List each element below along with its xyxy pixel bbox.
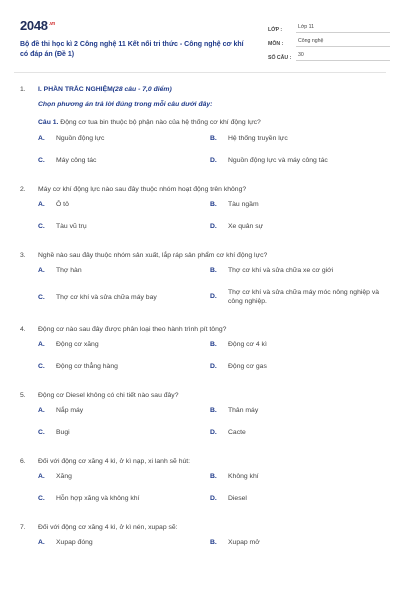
option-letter: A. — [38, 135, 45, 142]
question-2 — [14, 182, 386, 240]
option-text: Diesel — [228, 495, 247, 502]
meta-count-key: SỐ CÂU : — [268, 55, 292, 61]
option[interactable] — [210, 284, 382, 314]
question-4-text: Động cơ nào sau đây được phân loại theo hành trình pít tông? — [38, 325, 227, 333]
document-title: Bộ đề thi học kì 2 Công nghệ 11 Kết nối tri thức - Công nghệ cơ khí có đáp án (Đề 1) — [20, 41, 244, 58]
document-header — [14, 14, 386, 66]
option-text: Xupap mở — [228, 539, 260, 546]
option[interactable] — [210, 336, 382, 358]
option-text: Nguồn động lực — [56, 135, 105, 142]
question-6-options — [38, 468, 386, 512]
option-letter: B. — [210, 135, 217, 142]
option-letter: B. — [210, 407, 217, 414]
question-3-row — [14, 248, 386, 262]
option[interactable] — [38, 468, 210, 490]
question-number: 6. — [20, 457, 26, 465]
question-1-text: Động cơ tua bin thuộc bộ phận nào của hệ thống cơ khí động lực? — [60, 119, 261, 126]
option-letter: C. — [38, 495, 45, 502]
option[interactable] — [210, 490, 382, 512]
option-letter: D. — [210, 293, 217, 300]
option-letter: B. — [210, 341, 217, 348]
option-text: Tàu vũ trụ — [56, 223, 87, 230]
option-text: Động cơ thẳng hàng — [56, 363, 118, 370]
option-letter: C. — [38, 223, 45, 230]
option-text: Động cơ gas — [228, 363, 267, 370]
option[interactable] — [38, 152, 210, 174]
question-1-options — [38, 130, 386, 174]
question-number: 4. — [20, 325, 26, 333]
exam-content — [14, 82, 386, 556]
option-text: Xupap đóng — [56, 539, 93, 546]
question-4-options — [38, 336, 386, 380]
question-number: 2. — [20, 185, 26, 193]
question-number: 5. — [20, 391, 26, 399]
option-letter: B. — [210, 539, 217, 546]
option-letter: D. — [210, 363, 217, 370]
question-6-row — [14, 454, 386, 468]
option-letter: D. — [210, 429, 217, 436]
option[interactable] — [210, 534, 382, 556]
option-text: Không khí — [228, 473, 259, 480]
option[interactable] — [38, 336, 210, 358]
option-letter: B. — [210, 201, 217, 208]
option-text: Hỗn hợp xăng và không khí — [56, 495, 140, 502]
option-text: Hệ thống truyền lực — [228, 135, 288, 142]
question-2-text: Máy cơ khí động lực nào sau đây thuộc nhóm hoạt động trên không? — [38, 185, 247, 193]
question-2-row — [14, 182, 386, 196]
option[interactable] — [210, 358, 382, 380]
question-6 — [14, 454, 386, 512]
meta-class-value: Lớp 11 — [296, 24, 390, 33]
meta-subject — [268, 33, 390, 47]
option-letter: A. — [38, 201, 45, 208]
option-letter: D. — [210, 495, 217, 502]
option-letter: A. — [38, 539, 45, 546]
option-text: Nguồn động lực và máy công tác — [228, 157, 328, 164]
section-title — [38, 85, 172, 94]
question-5 — [14, 388, 386, 446]
option-letter: C. — [38, 363, 45, 370]
question-5-row — [14, 388, 386, 402]
question-3-options — [38, 262, 386, 314]
option-letter: C. — [38, 294, 45, 301]
question-5-options — [38, 402, 386, 446]
option[interactable] — [210, 152, 382, 174]
logo-text: 2048 — [20, 18, 48, 33]
option-text: Thợ cơ khí và sửa chữa máy móc nông nghiệp và công nghiệp. — [228, 289, 380, 305]
question-3 — [14, 248, 386, 314]
option-text: Bugi — [56, 429, 70, 436]
section-instruction: Chọn phương án trả lời đúng trong mỗi câu dưới đây: — [38, 101, 213, 108]
option-letter: C. — [38, 157, 45, 164]
question-1-label: Câu 1. — [38, 119, 59, 126]
option-text: Thợ hàn — [56, 267, 82, 274]
option[interactable] — [38, 424, 210, 446]
question-4-row — [14, 322, 386, 336]
option-text: Xe quân sự — [228, 223, 264, 230]
option[interactable] — [210, 130, 382, 152]
option-text: Thợ cơ khí và sửa chữa máy bay — [56, 294, 157, 301]
option-letter: A. — [38, 341, 45, 348]
option-text: Thân máy — [228, 407, 259, 414]
option[interactable] — [38, 218, 210, 240]
option-text: Máy công tác — [56, 157, 97, 164]
meta-count-value: 30 — [296, 52, 390, 61]
option[interactable] — [210, 468, 382, 490]
section-heading — [14, 82, 386, 96]
option-letter: A. — [38, 473, 45, 480]
question-7-row — [14, 520, 386, 534]
meta-class-key: LỚP : — [268, 27, 283, 33]
option[interactable] — [38, 402, 210, 424]
option[interactable] — [38, 358, 210, 380]
question-7 — [14, 520, 386, 556]
section-number: 1. — [20, 85, 26, 93]
option[interactable] — [210, 402, 382, 424]
question-1 — [38, 118, 386, 130]
option[interactable] — [38, 196, 210, 218]
logo-domain: .vn — [48, 20, 56, 27]
meta-class — [268, 19, 390, 33]
question-5-text: Động cơ Diesel không có chi tiết nào sau đây? — [38, 391, 179, 399]
option-text: Xăng — [56, 473, 72, 480]
question-7-options — [38, 534, 386, 556]
meta-box — [268, 19, 390, 61]
question-6-text: Đối với động cơ xăng 4 kì, ở kì nạp, xi lanh sẽ hút: — [38, 457, 191, 465]
option[interactable] — [38, 262, 210, 284]
option-text: Ô tô — [56, 201, 69, 208]
option[interactable] — [38, 490, 210, 512]
question-2-options — [38, 196, 386, 240]
option-letter: A. — [38, 407, 45, 414]
option-letter: D. — [210, 223, 217, 230]
option[interactable] — [38, 534, 210, 556]
section-title-text: I. PHẦN TRẮC NGHIỆM — [38, 85, 113, 93]
question-7-text: Đối với động cơ xăng 4 kì, ở kì nén, xupap sẽ: — [38, 523, 178, 531]
meta-subject-key: MÔN : — [268, 41, 284, 47]
option-letter: B. — [210, 473, 217, 480]
option-text: Động cơ 4 kì — [228, 341, 267, 348]
option-letter: A. — [38, 267, 45, 274]
option[interactable] — [210, 196, 382, 218]
option-text: Nắp máy — [56, 407, 84, 414]
option-text: Thợ cơ khí và sửa chữa xe cơ giới — [228, 267, 334, 274]
option-text: Động cơ xăng — [56, 341, 99, 348]
question-3-text: Nghề nào sau đây thuộc nhóm sản xuất, lắp ráp sản phẩm cơ khí động lực? — [38, 251, 268, 259]
question-number: 3. — [20, 251, 26, 259]
header-divider — [14, 72, 386, 73]
meta-subject-value: Công nghệ — [296, 38, 390, 47]
option-text: Cacte — [228, 429, 246, 436]
option[interactable] — [38, 130, 210, 152]
option[interactable] — [210, 424, 382, 446]
option-text: Tàu ngầm — [228, 201, 259, 208]
option[interactable] — [210, 262, 382, 284]
meta-count — [268, 47, 390, 61]
section-points: (28 câu - 7,0 điểm) — [112, 85, 172, 93]
question-number: 7. — [20, 523, 26, 531]
option-letter: C. — [38, 429, 45, 436]
option-letter: B. — [210, 267, 217, 274]
site-logo[interactable] — [20, 18, 55, 33]
option[interactable] — [38, 284, 210, 314]
option[interactable] — [210, 218, 382, 240]
question-4 — [14, 322, 386, 380]
option-letter: D. — [210, 157, 217, 164]
